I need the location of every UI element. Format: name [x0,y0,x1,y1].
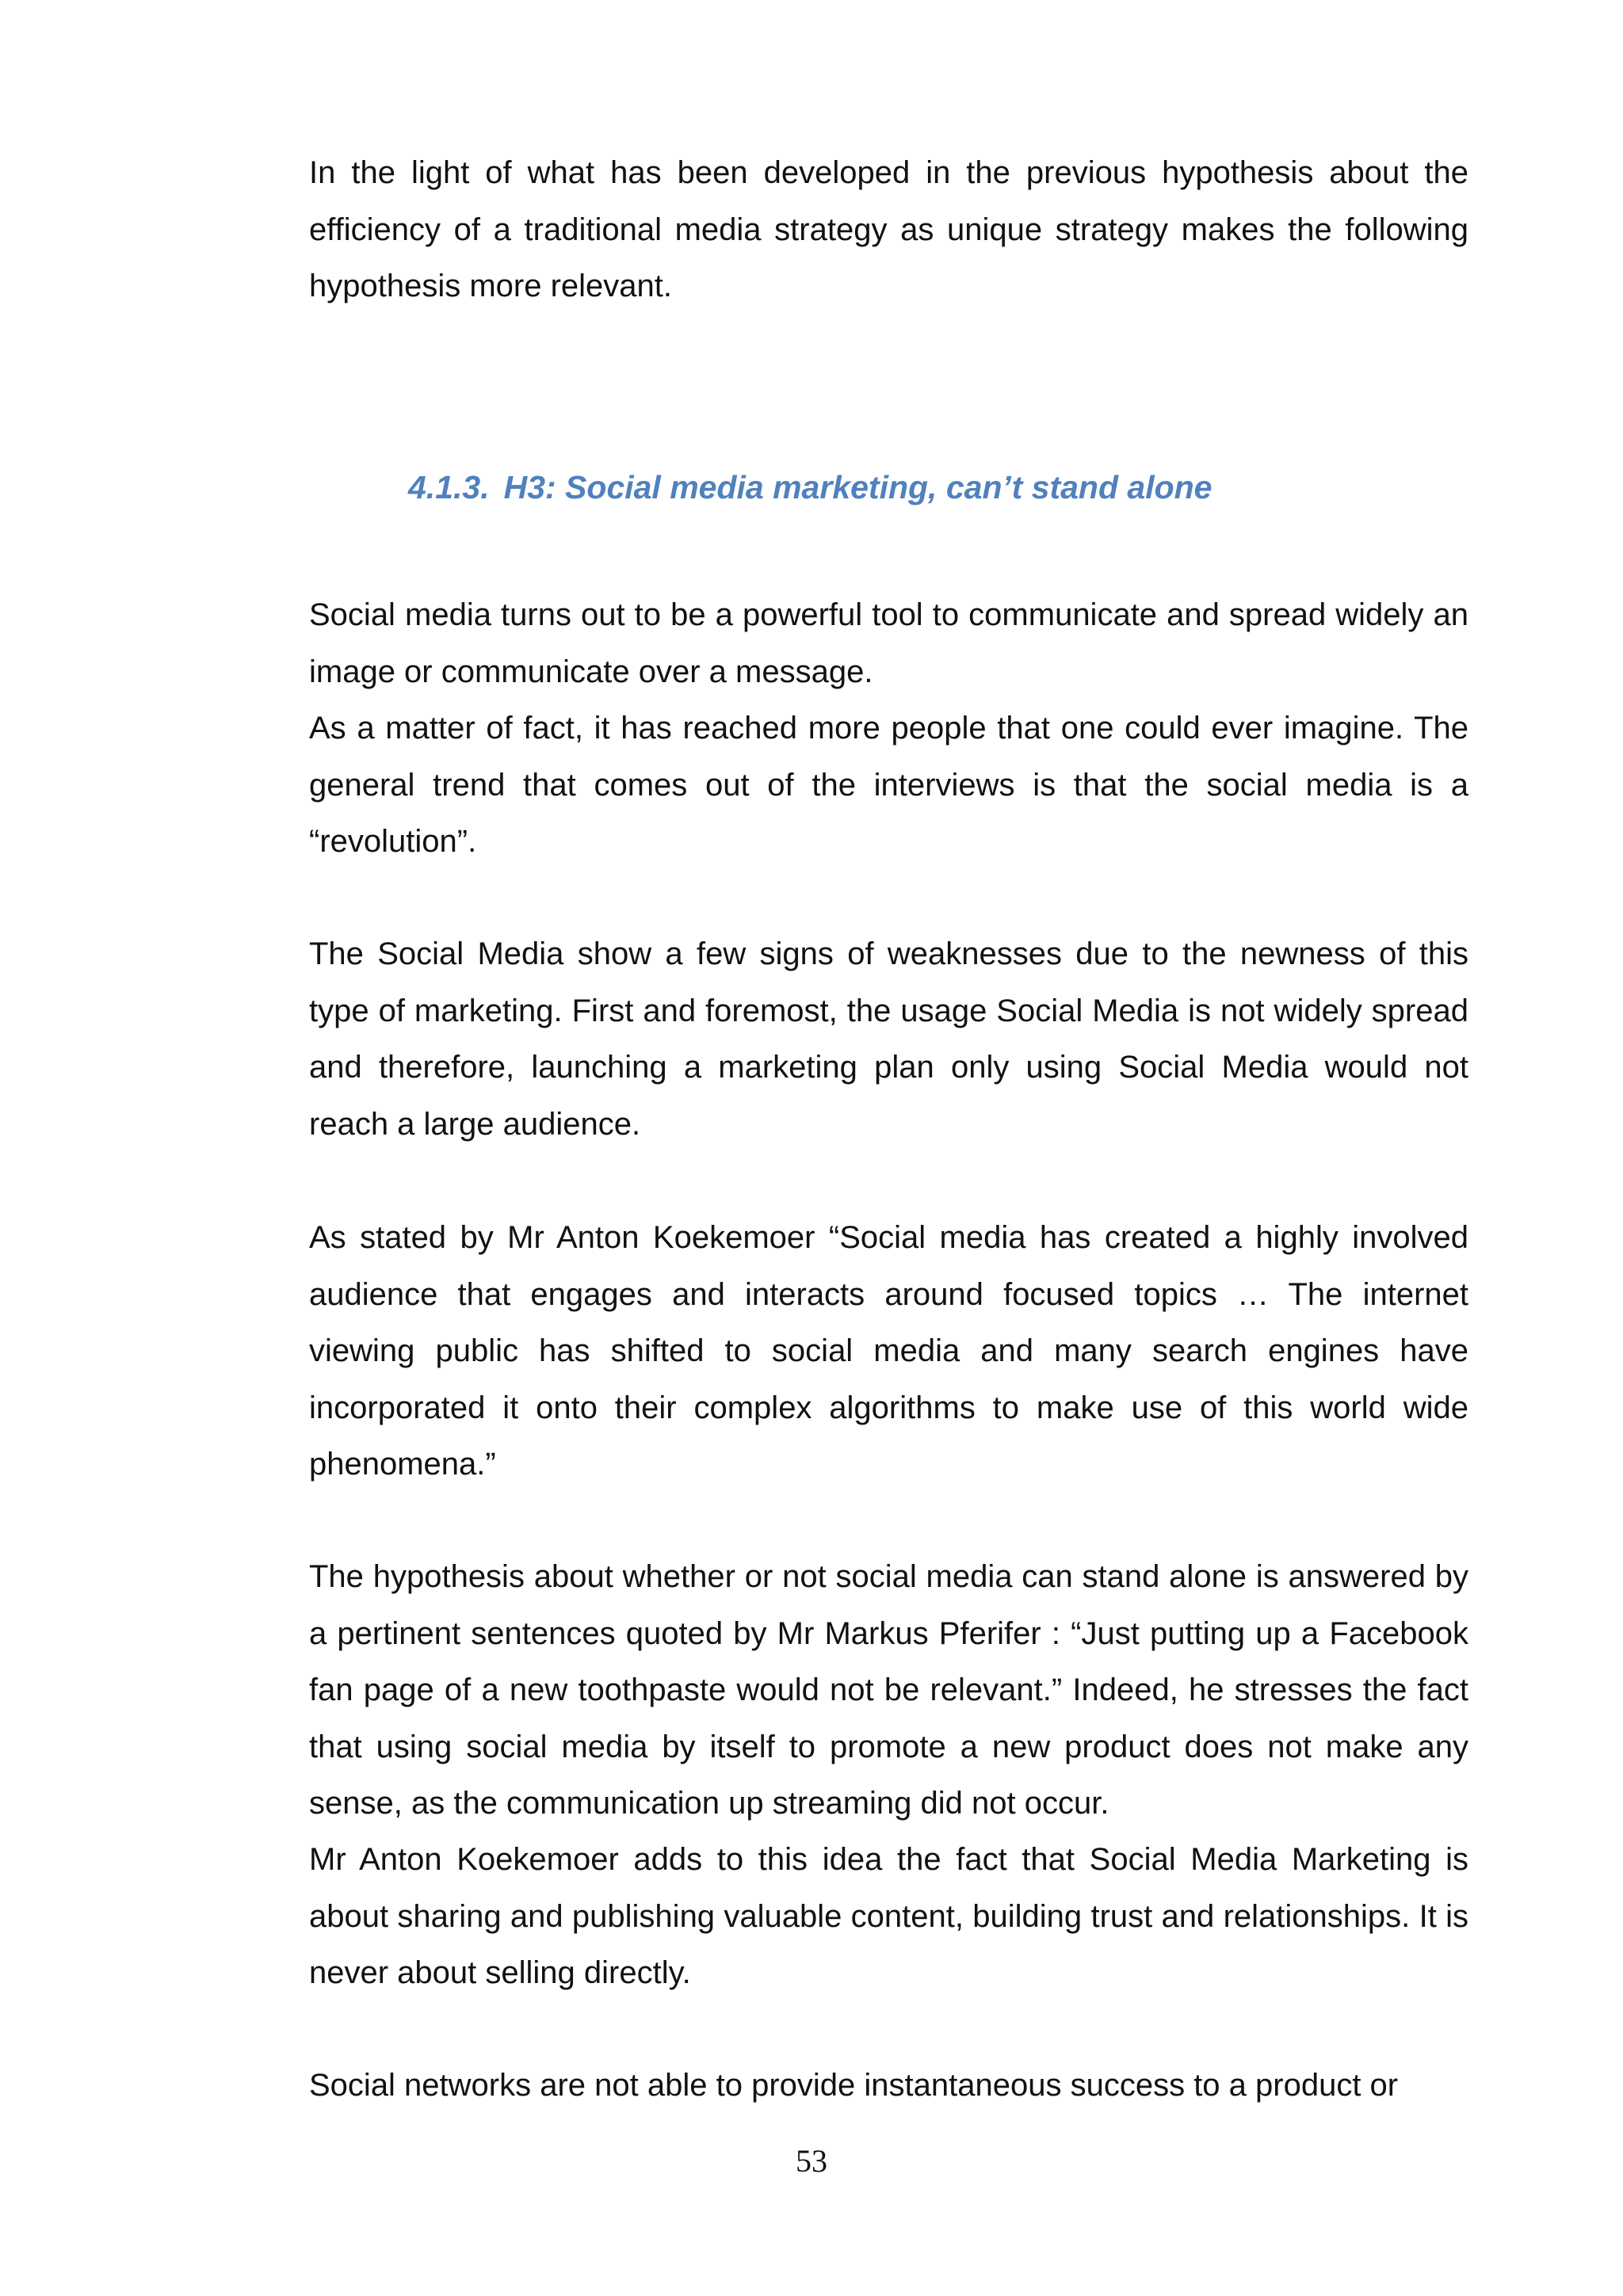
page-number: 53 [796,2143,827,2179]
section-title: H3: Social media marketing, can’t stand alone [503,469,1212,505]
paragraph-social-networks: Social networks are not able to provide instantaneous success to a product or [309,2068,1399,2103]
paragraph-sharing-content: Mr Anton Koekemoer adds to this idea the fact that Social Media Marketing is about sharing and publishing valuable content, building trust and relationships. It is never about selling directly. [309,1842,1468,1990]
paragraph-revolution: As a matter of fact, it has reached more people that one could ever imagine. The general trend that comes out of the interviews is that the social media is a “revolution”. [309,711,1468,859]
paragraph-koekemoer-quote: As stated by Mr Anton Koekemoer “Social media has created a highly involved audience that engages and interacts around focused topics … The internet viewing public has shifted to social media and many search engines have incorporated it onto their complex algorithms to make use of this world wide phenomena.” [309,1220,1468,1482]
paragraph-weaknesses: The Social Media show a few signs of weaknesses due to the newness of this type of marketing. First and foremost, the usage Social Media is not widely spread and therefore, launching a marketing plan only using Social Media would not reach a large audience. [309,936,1468,1142]
paragraph-intro: In the light of what has been developed in the previous hypothesis about the efficiency of a traditional media strategy as unique strategy makes the following hypothesis more relevant. [309,155,1468,303]
section-heading [408,462,1212,513]
section-number: 4.1.3. [408,469,490,505]
paragraph-hypothesis-answer: The hypothesis about whether or not social media can stand alone is answered by a pertinent sentences quoted by Mr Markus Pferifer : “Just putting up a Facebook fan page of a new toothpaste would not be relevant.” Indeed, he stresses the fact that using social media by itself to promote a new product does not make any sense, as the communication up streaming did not occur. [309,1559,1468,1821]
paragraph-social-media-tool: Social media turns out to be a powerful tool to communicate and spread widely an image or communicate over a message. [309,597,1468,689]
